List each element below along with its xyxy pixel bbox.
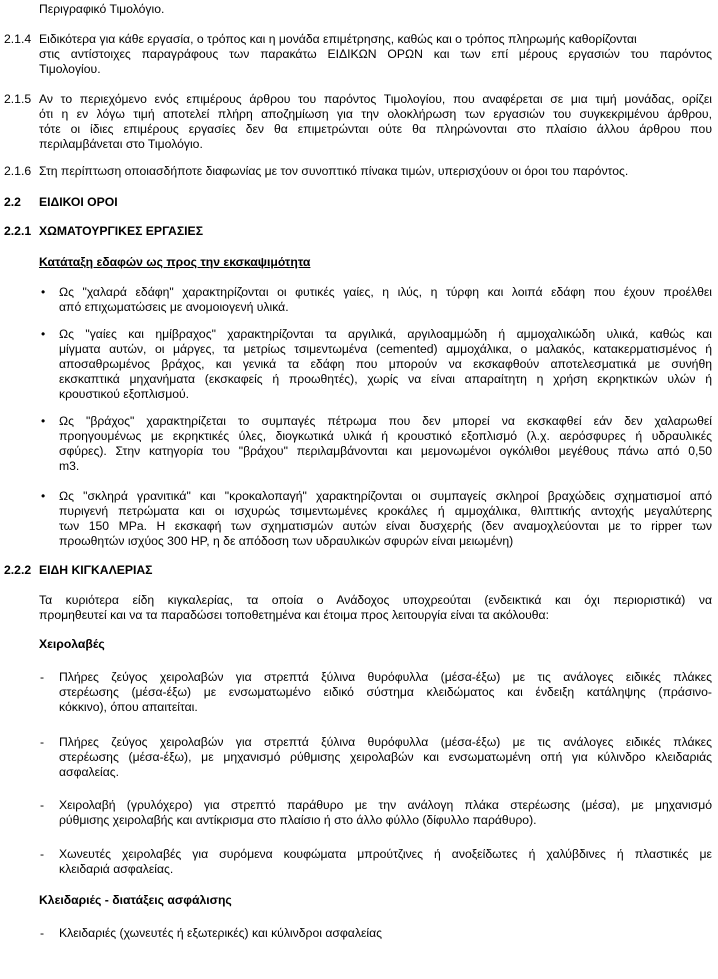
list-item-line: από επιχωματώσεις με ανομοιογενή υλικά. (59, 300, 289, 314)
section-2-1-5 (0, 92, 718, 154)
list-item-line: προηγουμένως με εκρηκτικές ύλες, διογκωτικά υλικά ή κρουστικό εξοπλισμό (λ.χ. αερόσφυρες ή υδραυλικές (59, 429, 712, 443)
heading-title: ΧΩΜΑΤΟΥΡΓΙΚΕΣ ΕΡΓΑΣΙΕΣ (39, 224, 204, 238)
list-item-line: μίγματα αυτών, οι μάργες, τα μετρίως τσιμεντωμένα (cemented) αμμοχάλικα, ο μαλακός, κατακερματισμένος ή (59, 342, 712, 356)
section-line: τότε οι ίδιες επιμέρους εργασίες δεν θα επιμετρώνται ούτε θα πληρώνονται στο πλαίσιο άλλου άρθρου που (39, 122, 712, 136)
list-item-line: Πλήρες ζεύγος χειρολαβών για στρεπτά ξύλινα θυρόφυλλα (μέσα-έξω) με τις ανάλογες ειδικές πλάκες (59, 670, 712, 684)
section-line: περιλαμβάνεται στο Τιμολόγιο. (39, 137, 203, 151)
list-item (0, 735, 718, 783)
bullet-icon: • (41, 285, 46, 299)
heading-number: 2.2.1 (4, 224, 32, 238)
list-item-line: εκσκαπτικά μηχανήματα (εκσκαφείς ή προωθητές), χωρίς να είναι απαραίτητη η χρήση εκρηκτικών υλών ή (59, 372, 712, 386)
list-item-line: Πλήρες ζεύγος χειρολαβών για στρεπτά ξύλινα θυρόφυλλα (μέσα-έξω) με τις ανάλογες ειδικές πλάκες (59, 735, 712, 749)
section-line: Τιμολογίου. (39, 62, 101, 76)
list-item-line: κλειδαριά ασφαλείας. (59, 862, 174, 876)
bullet-icon: • (41, 489, 46, 503)
heading-title: ΕΙΔΙΚΟΙ ΟΡΟΙ (39, 195, 118, 209)
list-item (0, 489, 718, 551)
list-item-line: Ως "χαλαρά εδάφη" χαρακτηρίζονται οι φυτικές γαίες, η ιλύς, η τύρφη και λοιπά εδάφη που έχουν προέλθει (59, 285, 712, 299)
list-item-line: ασφαλείας. (59, 765, 120, 779)
paragraph-line: Τα κυριότερα είδη κιγκαλερίας, τα οποία ο Ανάδοχος υποχρεούται (ενδεικτικά και όχι περιοριστικά) να (39, 593, 712, 607)
list-item-line: Ως "γαίες και ημίβραχος" χαρακτηρίζονται τα αργιλικά, αργιλοαμμώδη ή αμμοχαλικώδη υλικά, καθώς και (59, 327, 712, 341)
soil-classification-heading: Κατάταξη εδαφών ως προς την εκσκαψιμότητα (39, 255, 311, 269)
list-item (0, 327, 718, 405)
heading-2-2 (0, 195, 718, 211)
section-2-1-6 (0, 164, 718, 180)
section-number: 2.1.6 (4, 164, 32, 178)
list-item (0, 670, 718, 718)
handles-heading: Χειρολαβές (39, 637, 105, 651)
section-number: 2.1.5 (4, 92, 32, 106)
section-line: Αν το περιεχόμενο ενός επιμέρους άρθρου του παρόντος Τιμολογίου, που αναφέρεται σε μια τιμή μονάδας, ορίζει (39, 92, 712, 106)
hardware-intro (0, 593, 718, 625)
locks-heading: Κλειδαριές - διατάξεις ασφάλισης (39, 893, 232, 907)
list-item-line: m3. (59, 459, 80, 473)
list-item-line: Χωνευτές χειρολαβές για συρόμενα κουφώματα μπρούτζινες ή ανοξείδωτες ή χαλύβδινες ή πλαστικές με (59, 847, 712, 861)
list-item (0, 926, 718, 942)
list-item-line: ρύθμισης χειρολαβής και αντίκρισμα στο πλαίσιο ή στο άλλο φύλλο (δίφυλλο παράθυρο). (59, 813, 537, 827)
list-item (0, 798, 718, 830)
heading-number: 2.2.2 (4, 563, 32, 577)
dash-marker: - (40, 926, 45, 940)
list-item-line: κρουστικού εξοπλισμού. (59, 387, 190, 401)
dash-marker: - (40, 735, 45, 749)
section-number: 2.1.4 (4, 32, 32, 46)
bullet-icon: • (41, 327, 46, 341)
section-line: Ειδικότερα για κάθε εργασία, ο τρόπος και η μονάδα επιμέτρησης, καθώς και ο τρόπος πληρωμής καθορίζονται (39, 32, 637, 46)
list-item-line: των 150 MPa. Η εκσκαφή των σχηματισμών αυτών είναι δυσχερής (δεν αναμοχλεύονται με το ripper των (59, 519, 712, 533)
heading-title: ΕΙΔΗ ΚΙΓΚΑΛΕΡΙΑΣ (39, 563, 153, 577)
list-item-line: Κλειδαριές (χωνευτές ή εξωτερικές) και κύλινδροι ασφαλείας (59, 926, 382, 940)
section-2-1-4 (0, 32, 718, 80)
section-line: Στη περίπτωση οποιασδήποτε διαφωνίας με τον συνοπτικό πίνακα τιμών, υπερισχύουν οι όροι του παρόντος. (39, 164, 629, 178)
list-item-line: αποσαθρωμένος βράχος, και γενικά τα εδάφη που μπορούν να εκσκαφθούν αποτελεσματικά με συνήθη (59, 357, 712, 371)
list-item-line: προωθητών ισχύος 300 HP, η δε απόδοση των υδραυλικών σφυρών είναι μειωμένη) (59, 534, 514, 548)
list-item-line: Χειρολαβή (γρυλόχερο) για στρεπτό παράθυρο με την ανάλογη πλάκα στερέωσης (μέσα), με μηχανισμό (59, 798, 712, 812)
list-item-line: στερέωσης (μέσα-έξω), με μηχανισμό ρύθμισης χειρολαβών και ενσωματωμένη οπή για κύλινδρο κλειδαριάς (59, 750, 712, 764)
intro-tail-text: Περιγραφικό Τιμολόγιο. (39, 2, 165, 16)
list-item-line: Ως "σκληρά γρανιτικά" και "κροκαλοπαγή" χαρακτηρίζονται οι συμπαγείς σκληροί βραχώδεις σχηματισμοί από (59, 489, 712, 503)
bullet-icon: • (41, 414, 46, 428)
dash-marker: - (40, 847, 45, 861)
list-item-line: σφύρες). Στην κατηγορία του "βράχου" περιλαμβάνονται και μεμονωμένοι ογκόλιθοι μεγέθους πάνω από 0,50 (59, 444, 712, 458)
dash-marker: - (40, 670, 45, 684)
list-item-line: κόκκινο), όπου απαιτείται. (59, 700, 198, 714)
list-item-line: στερέωσης (μέσα-έξω) με ενσωματωμένο ειδικό σύστημα κλειδώματος και ένδειξη κατάληψης (πράσινο- (59, 685, 712, 699)
list-item (0, 414, 718, 476)
list-item (0, 285, 718, 317)
section-line: ότι η εν λόγω τιμή αποτελεί πλήρη αποζημίωση για την ολοκλήρωση των εργασιών του συγκεκριμένου άρθρου, (39, 107, 712, 121)
heading-number: 2.2 (4, 195, 21, 209)
dash-marker: - (40, 798, 45, 812)
heading-2-2-1 (0, 224, 718, 240)
paragraph-line: προμηθευτεί και να τα παραδώσει τοποθετημένα και έτοιμα προς λειτουργία είναι τα ακόλουθα: (39, 608, 549, 622)
section-line: στις αντίστοιχες παραγράφους των παρακάτω ΕΙΔΙΚΩΝ ΟΡΩΝ και των επί μέρους εργασιών του παρόντος (39, 47, 712, 61)
list-item (0, 847, 718, 879)
list-item-line: Ως "βράχος" χαρακτηρίζεται το συμπαγές πέτρωμα που δεν μπορεί να εκσκαφθεί εάν δεν χαλαρωθεί (59, 414, 712, 428)
list-item-line: πυριγενή πετρώματα και οι ισχυρώς τσιμεντωμένες κροκάλες ή αμμοχάλικα, θλιπτικής αντοχής μεγαλύτερης (59, 504, 712, 518)
heading-2-2-2 (0, 563, 718, 579)
